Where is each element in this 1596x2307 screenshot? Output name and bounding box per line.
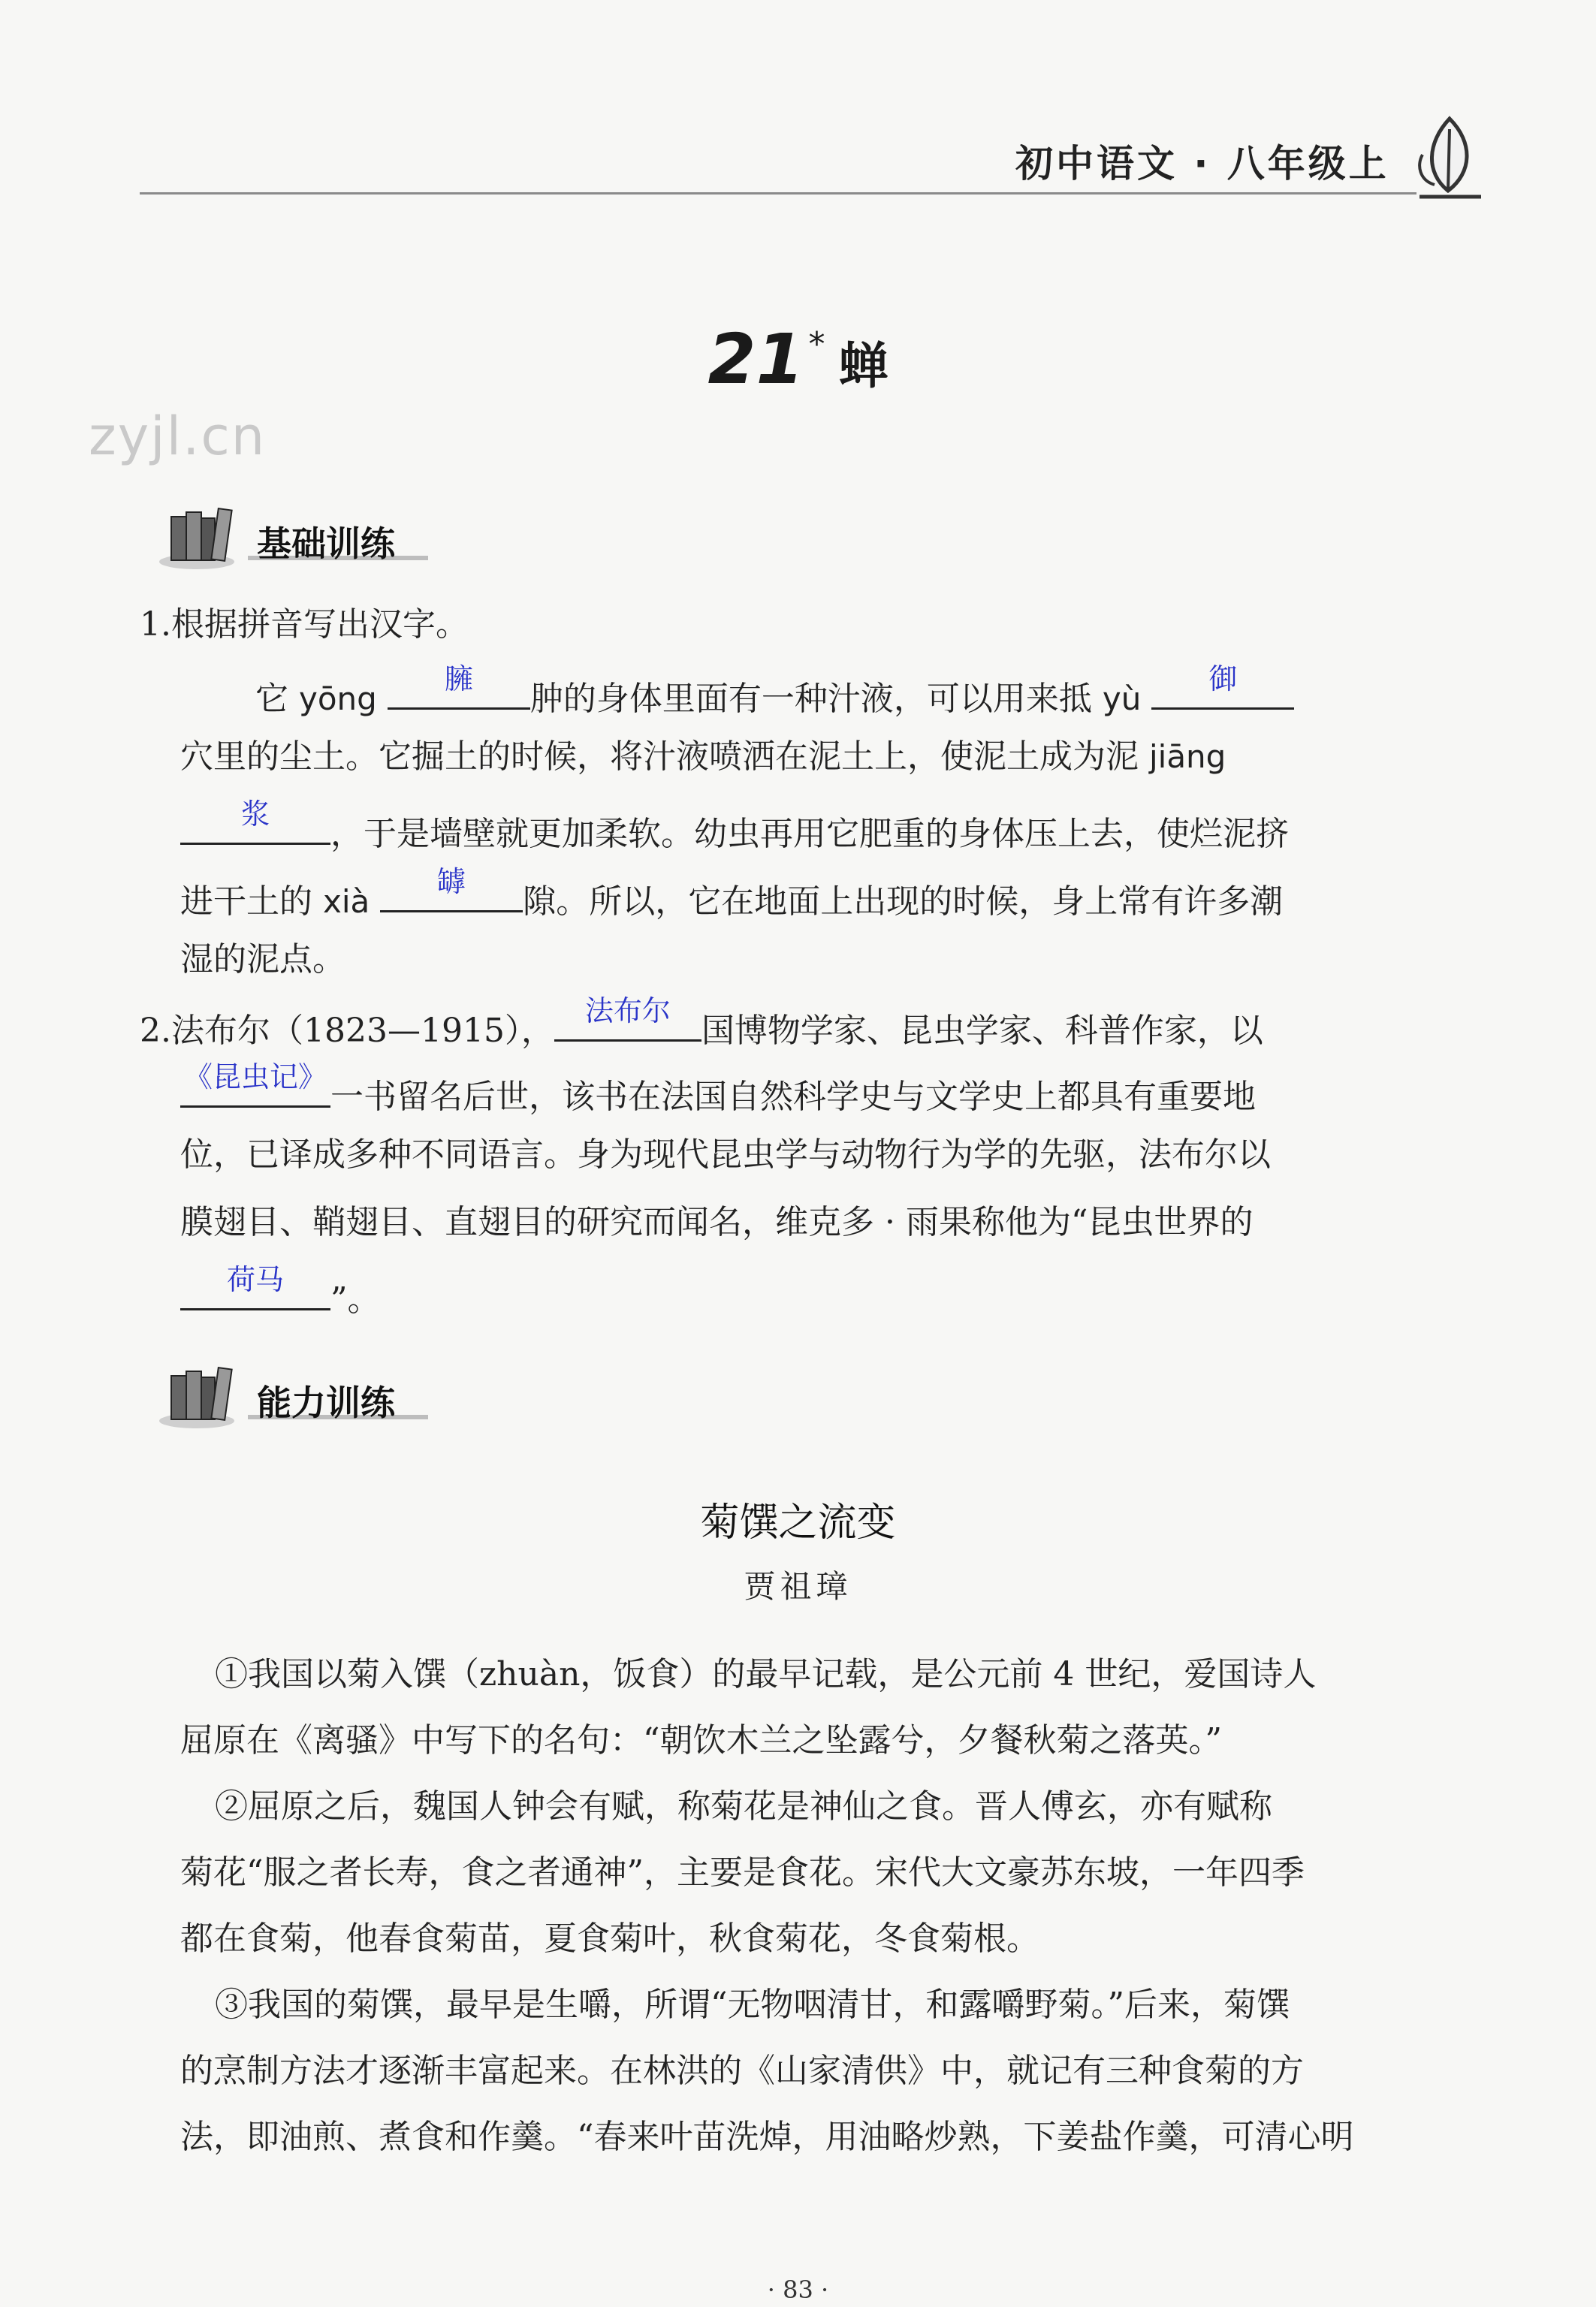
- answer-blank: [180, 798, 330, 845]
- answer-blank: [180, 1060, 330, 1108]
- answer-blank: [380, 865, 523, 912]
- pinyin: jiāng: [1148, 738, 1226, 775]
- watermark: zyjl.cn: [89, 406, 267, 467]
- q1-line4: 进干土的 xià 罅 隙。所以，它在地面上出现的时候，身上常有许多潮: [180, 870, 1283, 924]
- article-line: 屈原在《离骚》中写下的名句：“朝饮木兰之坠露兮，夕餐秋菊之落英。”: [180, 1721, 1222, 1760]
- lesson-name: 蝉: [838, 337, 889, 395]
- section-ability-training: 能力训练: [257, 1383, 395, 1423]
- section-basic-training: 基础训练: [257, 523, 395, 564]
- article-line: ①我国以菊入馔（zhuàn，饭食）的最早记载，是公元前 4 世纪，爱国诗人: [215, 1655, 1317, 1693]
- q1-line1: 它 yōng 臃 肿的身体里面有一种汁液，可以用来抵 yù 御: [255, 667, 1294, 722]
- answer-text: 荷马: [226, 1263, 284, 1296]
- lesson-title: [0, 319, 1596, 400]
- article-line: ③我国的菊馔，最早是生嚼，所谓“无物咽清甘，和露嚼野菊。”后来，菊馔: [215, 1986, 1290, 2024]
- article-author: 贾祖璋: [744, 1568, 852, 1605]
- books-icon: [156, 502, 237, 571]
- page-number: · 83 ·: [767, 2275, 829, 2304]
- answer-text: 臃: [444, 662, 473, 695]
- article-line: 的烹制方法才逐渐丰富起来。在林洪的《山家清供》中，就记有三种食菊的方: [180, 2052, 1304, 2090]
- header-rule: [140, 192, 1416, 195]
- answer-text: 法布尔: [584, 994, 671, 1027]
- article-line: ②屈原之后，魏国人钟会有赋，称菊花是神仙之食。晋人傅玄，亦有赋称: [215, 1787, 1272, 1826]
- q1-stem: 1.根据拼音写出汉字。: [140, 605, 469, 644]
- q2-line2: 《昆虫记》 一书留名后世，该书在法国自然科学史与文学史上都具有重要地: [180, 1065, 1256, 1120]
- pinyin: yōng: [299, 680, 377, 717]
- article-title: 菊馔之流变: [700, 1500, 896, 1546]
- lesson-number: 21: [707, 319, 804, 400]
- article-line: 菊花“服之者长寿，食之者通神”，主要是食花。宋代大文豪苏东坡，一年四季: [180, 1853, 1305, 1892]
- book-subject-header: 初中语文 · 八年级上: [1015, 142, 1389, 185]
- answer-text: 浆: [240, 798, 270, 831]
- books-icon: [156, 1361, 237, 1430]
- answer-blank: [180, 1263, 330, 1310]
- optional-mark: *: [808, 325, 825, 363]
- pinyin: yù: [1102, 680, 1142, 717]
- pinyin: xià: [323, 883, 370, 920]
- article-line: 都在食菊，他春食菊苗，夏食菊叶，秋食菊花，冬食菊根。: [180, 1919, 1039, 1958]
- q1-line2: 穴里的尘土。它掘土的时候，将汁液喷洒在泥土上，使泥土成为泥 jiāng: [180, 737, 1226, 776]
- answer-blank: [1151, 662, 1294, 710]
- answer-text: 《昆虫记》: [183, 1060, 327, 1093]
- answer-text: 罅: [437, 865, 466, 898]
- answer-text: 御: [1208, 662, 1238, 695]
- article-line: 法，即油煎、煮食和作羹。“春来叶苗洗焯，用油略炒熟，下姜盐作羹，可清心明: [180, 2118, 1354, 2156]
- q2-line1: 2.法布尔（1823—1915）， 法布尔 国博物学家、昆虫学家、科普作家，以: [140, 999, 1263, 1054]
- leaf-logo-icon: [1412, 113, 1487, 203]
- q2-line3: 位，已译成多种不同语言。身为现代昆虫学与动物行为学的先驱，法布尔以: [180, 1135, 1271, 1174]
- q2-line4: 膜翅目、鞘翅目、直翅目的研究而闻名，维克多 · 雨果称他为“昆虫世界的: [180, 1203, 1254, 1241]
- answer-blank: [388, 662, 530, 710]
- q1-line5: 湿的泥点。: [180, 940, 345, 979]
- answer-blank: [554, 994, 701, 1042]
- q2-line5: 荷马 ”。: [180, 1268, 381, 1322]
- q1-line3: 浆 ，于是墙壁就更加柔软。幼虫再用它肥重的身体压上去，使烂泥挤: [180, 802, 1289, 857]
